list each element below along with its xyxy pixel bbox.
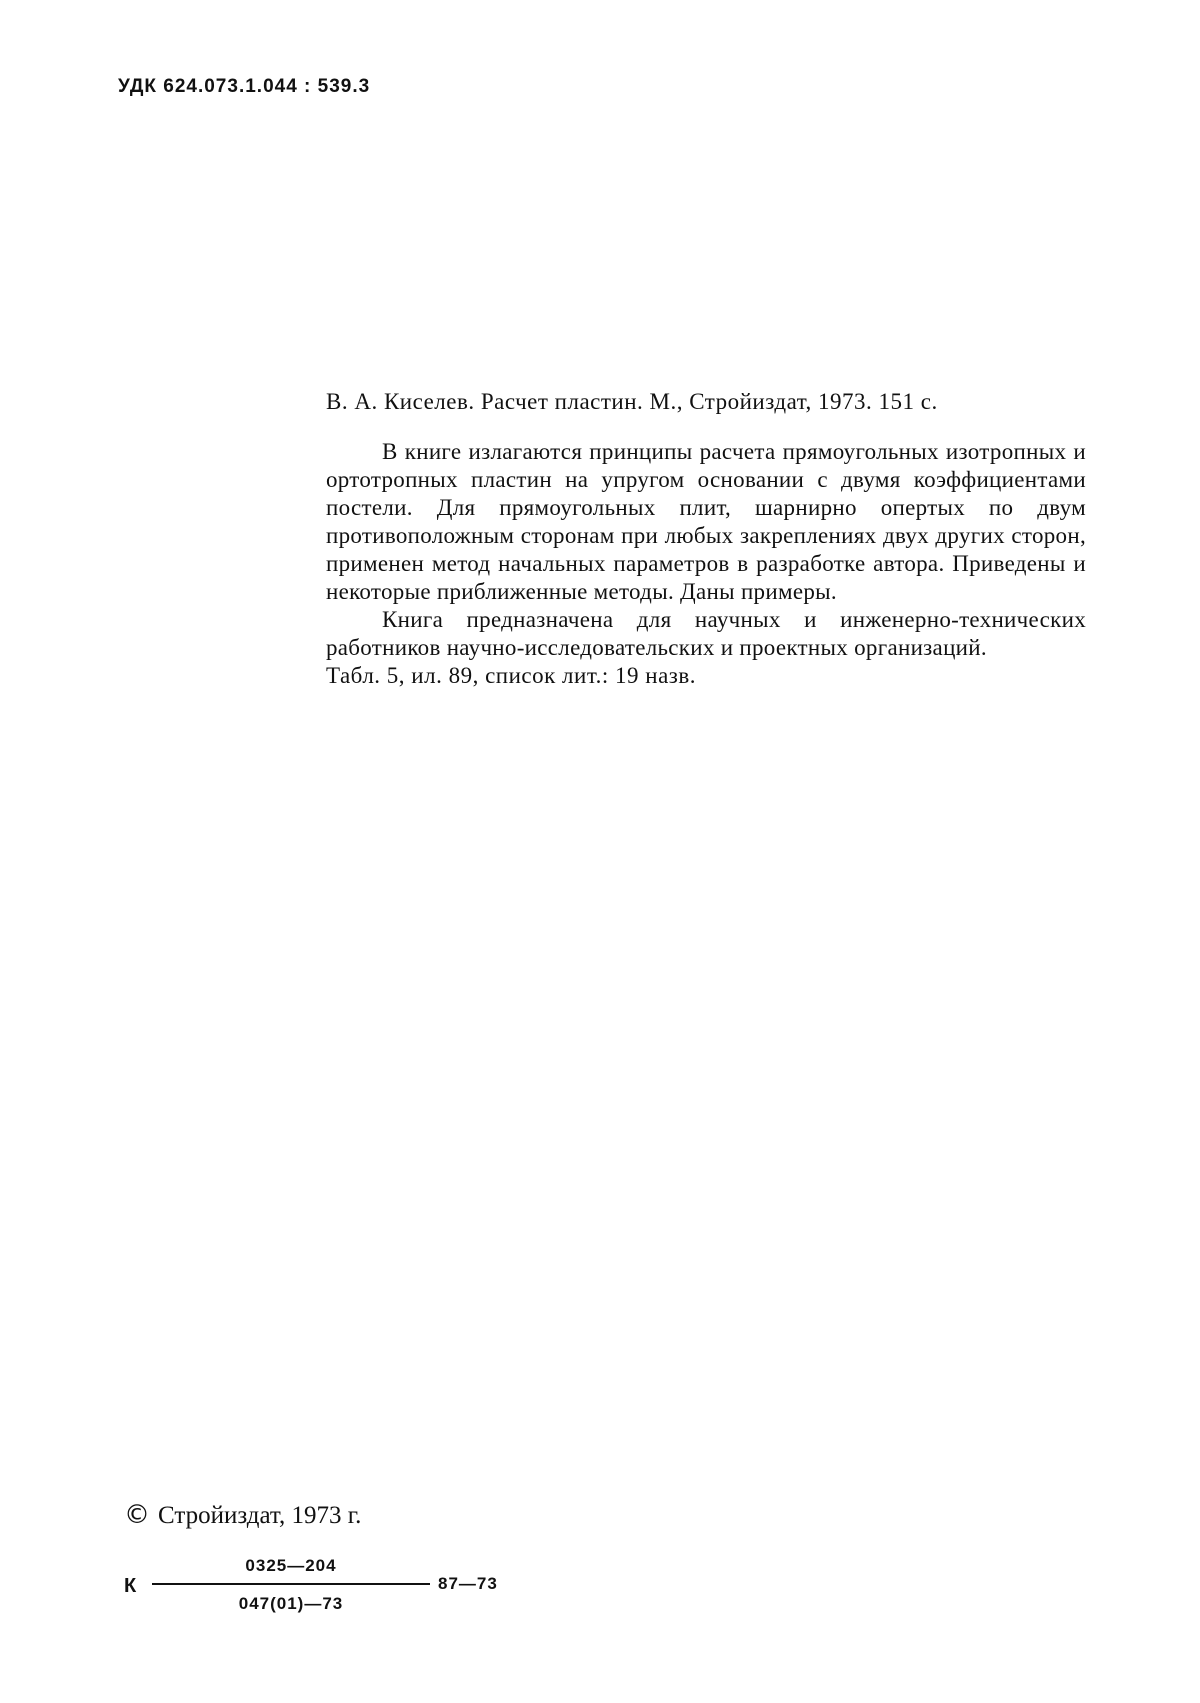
copyright-icon: ©: [124, 1500, 150, 1530]
index-prefix: К: [124, 1575, 138, 1597]
index-suffix: 87—73: [438, 1574, 498, 1593]
index-fraction: [152, 1553, 430, 1617]
bibliographic-line: В. А. Киселев. Расчет пластин. М., Стройиздат, 1973. 151 с.: [326, 389, 938, 414]
tables-illustrations-count: Табл. 5, ил. 89, список лит.: 19 назв.: [326, 663, 696, 688]
abstract-paragraph-1: В книге излагаются принципы расчета прямоугольных изотропных и ортотропных пластин на упругом основании с двумя коэффициентами постели. Для прямоугольных плит, шарнирно опертых по двум противоположным сторонам при любых закреплениях двух других сторон, применен метод начальных параметров в разработке автора. Приведены и некоторые приближенные методы. Даны примеры.: [326, 439, 1086, 604]
abstract: [326, 438, 1086, 662]
index-numerator: 0325—204: [245, 1556, 337, 1575]
annotation-block: [326, 388, 1086, 690]
copyright-notice: [124, 1500, 361, 1530]
index-denominator: 047(01)—73: [238, 1594, 344, 1613]
abstract-paragraph-2: Книга предназначена для научных и инженерно-технических работников научно-исследовательских и проектных организаций.: [326, 607, 1086, 660]
copyright-text: Стройиздат, 1973 г.: [158, 1502, 362, 1529]
udk-code: УДК 624.073.1.044 : 539.3: [118, 76, 371, 97]
fraction-bar: [152, 1583, 430, 1585]
